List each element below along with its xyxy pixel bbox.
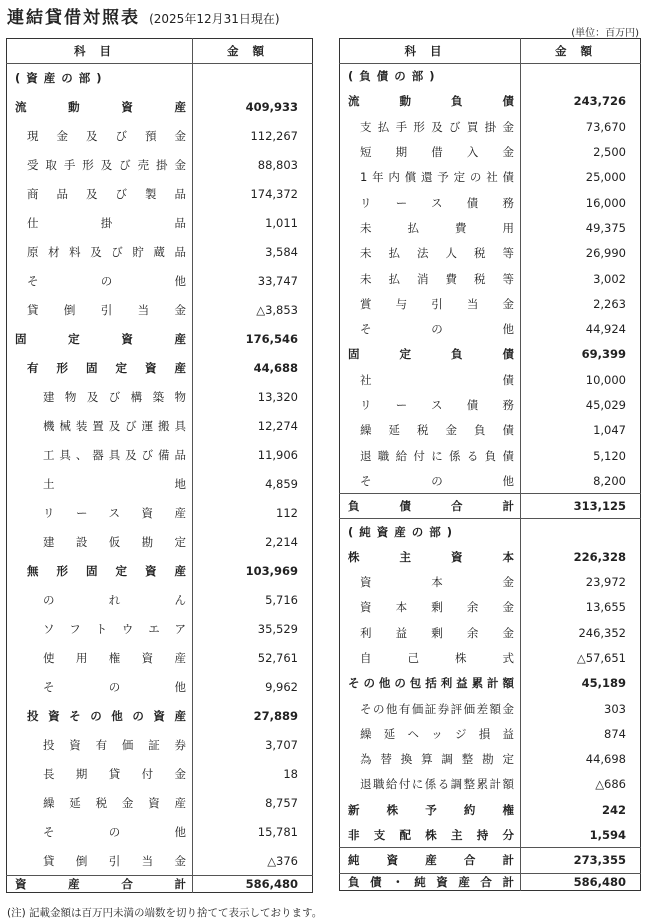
row-amount: △3,853 [193, 296, 313, 325]
footnote: (注) 記載金額は百万円未満の端数を切り捨てて表示しております。 [7, 907, 323, 919]
row-label: 株主資本 [348, 549, 514, 564]
table-row [340, 418, 641, 443]
row-amount: 3,002 [521, 266, 641, 291]
row-label: その他 [43, 680, 186, 694]
row-label: 投資有価証券 [43, 738, 186, 752]
table-row [340, 316, 641, 341]
row-amount: 15,781 [193, 818, 313, 847]
row-label: 非支配株主持分 [348, 827, 514, 842]
table-row [7, 296, 313, 325]
row-label: その他有価証券評価差額金 [360, 701, 514, 716]
table-row [7, 818, 313, 847]
table-row [340, 595, 641, 620]
liabilities-equity-total-row [340, 873, 641, 890]
table-row [340, 848, 641, 873]
table-row [7, 586, 313, 615]
row-amount: △57,651 [521, 645, 641, 670]
table-row [340, 89, 641, 114]
row-label: 未払法人税等 [360, 246, 514, 261]
table-row [7, 644, 313, 673]
row-label: リース債務 [360, 195, 514, 210]
table-row [7, 383, 313, 412]
row-label: 使用権資産 [43, 651, 186, 665]
table-row [7, 180, 313, 209]
row-amount: 13,655 [521, 595, 641, 620]
row-amount: 243,726 [521, 89, 641, 114]
row-label: 繰延税金資産 [43, 796, 186, 810]
row-label: 賞与引当金 [360, 296, 514, 311]
row-amount: △686 [521, 772, 641, 797]
row-amount: 242 [521, 797, 641, 822]
liabilities-body [340, 64, 641, 874]
row-amount [521, 519, 641, 544]
row-label: 社債 [360, 372, 514, 387]
table-row [7, 441, 313, 470]
row-amount: 44,698 [521, 747, 641, 772]
row-label: のれん [43, 593, 186, 607]
row-label: 支払手形及び買掛金 [360, 119, 514, 134]
row-label: 商品及び製品 [27, 187, 186, 201]
table-row [7, 499, 313, 528]
row-label: 建設仮勘定 [43, 535, 186, 549]
row-amount: 112,267 [193, 122, 313, 151]
row-label: 仕掛品 [27, 216, 186, 230]
total-label: 負債・純資産合計 [340, 873, 521, 890]
row-label: (負債の部) [348, 69, 441, 84]
assets-total-row [7, 876, 313, 893]
row-amount: 11,906 [193, 441, 313, 470]
table-row [7, 238, 313, 267]
table-row [7, 267, 313, 296]
assets-body [7, 64, 313, 876]
row-amount: 49,375 [521, 215, 641, 240]
row-label: その他の包括利益累計額 [348, 676, 514, 691]
table-row [340, 468, 641, 493]
row-amount: 52,761 [193, 644, 313, 673]
row-label: 有形固定資産 [27, 361, 186, 375]
row-amount: 16,000 [521, 190, 641, 215]
total-amount: 586,480 [521, 873, 641, 890]
table-row [7, 673, 313, 702]
row-amount: 246,352 [521, 620, 641, 645]
row-label: 投資その他の資産 [27, 709, 186, 723]
table-row [340, 544, 641, 569]
row-amount: 9,962 [193, 673, 313, 702]
table-row [7, 731, 313, 760]
row-amount: 3,707 [193, 731, 313, 760]
row-amount: 112 [193, 499, 313, 528]
row-label: 資本剰余金 [360, 600, 514, 615]
row-amount: 1,047 [521, 418, 641, 443]
row-label: その他 [360, 473, 514, 488]
title-block [7, 3, 280, 28]
table-row [340, 367, 641, 392]
row-amount [521, 64, 641, 89]
row-amount: 88,803 [193, 151, 313, 180]
row-amount: 3,584 [193, 238, 313, 267]
row-label: 未払消費税等 [360, 271, 514, 286]
row-label: 未払費用 [360, 220, 514, 235]
row-label: (資産の部) [15, 71, 108, 86]
row-amount: 25,000 [521, 165, 641, 190]
table-row [340, 620, 641, 645]
row-label: 原材料及び貯蔵品 [27, 245, 186, 259]
row-label: その他 [43, 825, 186, 839]
row-amount: 409,933 [193, 93, 313, 122]
row-label: 工具、器具及び備品 [43, 448, 186, 462]
table-row [7, 64, 313, 93]
table-row [340, 114, 641, 139]
row-label: リース資産 [43, 506, 186, 520]
table-row [340, 721, 641, 746]
row-amount: 12,274 [193, 412, 313, 441]
item-header: 科目 [340, 39, 521, 64]
row-label: 流動資産 [15, 100, 186, 114]
table-row [340, 266, 641, 291]
row-label: 貸倒引当金 [27, 303, 186, 317]
row-label: 資本金 [360, 575, 514, 590]
table-row [7, 615, 313, 644]
row-label: 建物及び構築物 [43, 390, 186, 404]
row-amount: 2,500 [521, 139, 641, 164]
row-label: 負債合計 [340, 494, 521, 519]
row-amount: 33,747 [193, 267, 313, 296]
table-row [340, 645, 641, 670]
table-row [340, 64, 641, 89]
unit-label: (単位：百万円) [571, 28, 639, 39]
row-amount: 18 [193, 760, 313, 789]
document-title: 連結貸借対照表 [7, 8, 140, 28]
table-row [7, 470, 313, 499]
row-label: 流動負債 [348, 94, 514, 109]
table-row [7, 122, 313, 151]
table-row [340, 494, 641, 519]
table-row [7, 325, 313, 354]
table-row [7, 557, 313, 586]
row-amount: 1,594 [521, 822, 641, 847]
row-amount: 4,859 [193, 470, 313, 499]
row-amount: 8,200 [521, 468, 641, 493]
row-amount: 2,263 [521, 291, 641, 316]
row-label: 受取手形及び売掛金 [27, 158, 186, 172]
table-row [7, 528, 313, 557]
row-label: 利益剰余金 [360, 625, 514, 640]
amount-header: 金額 [193, 39, 313, 64]
row-amount: 874 [521, 721, 641, 746]
row-label: 自己株式 [360, 650, 514, 665]
row-label: 退職給付に係る調整累計額 [360, 777, 514, 792]
item-header: 科目 [7, 39, 193, 64]
table-row [7, 412, 313, 441]
row-amount: 44,688 [193, 354, 313, 383]
table-row [340, 165, 641, 190]
row-amount: 273,355 [521, 848, 641, 873]
row-amount: 10,000 [521, 367, 641, 392]
row-label: その他 [27, 274, 186, 288]
row-amount: 69,399 [521, 342, 641, 367]
table-row [7, 209, 313, 238]
table-row [340, 139, 641, 164]
table-row [7, 93, 313, 122]
row-amount: 303 [521, 696, 641, 721]
row-amount: 176,546 [193, 325, 313, 354]
row-amount: 1,011 [193, 209, 313, 238]
row-label: (純資産の部) [340, 519, 521, 544]
table-row [7, 354, 313, 383]
row-amount: △376 [193, 847, 313, 876]
row-label: 繰延ヘッジ損益 [360, 726, 514, 741]
table-row [340, 241, 641, 266]
table-row [7, 847, 313, 876]
row-label: 長期貸付金 [43, 767, 186, 781]
row-amount: 35,529 [193, 615, 313, 644]
row-label: 繰延税金負債 [360, 423, 514, 438]
row-label: その他 [360, 322, 514, 337]
liabilities-equity-table [339, 38, 641, 891]
table-row [340, 696, 641, 721]
row-amount: 73,670 [521, 114, 641, 139]
row-label: 固定負債 [348, 347, 514, 362]
row-label: 機械装置及び運搬具 [43, 419, 186, 433]
table-header-row [7, 39, 313, 64]
row-label: 1年内償還予定の社債 [360, 170, 514, 185]
row-amount: 103,969 [193, 557, 313, 586]
table-row [340, 772, 641, 797]
table-header-row [340, 39, 641, 64]
table-row [7, 702, 313, 731]
row-label: 土地 [43, 477, 186, 491]
table-row [340, 392, 641, 417]
amount-header: 金額 [521, 39, 641, 64]
table-row [340, 342, 641, 367]
row-amount: 313,125 [521, 494, 641, 519]
row-label: 無形固定資産 [27, 564, 186, 578]
row-amount: 44,924 [521, 316, 641, 341]
as-of-date: (2025年12月31日現在) [149, 12, 280, 26]
row-label: 純資産合計 [340, 848, 521, 873]
table-row [340, 443, 641, 468]
row-amount: 2,214 [193, 528, 313, 557]
row-label: 貸倒引当金 [43, 853, 186, 868]
row-amount: 8,757 [193, 789, 313, 818]
row-label: 為替換算調整勘定 [360, 752, 514, 767]
assets-table [6, 38, 313, 893]
table-row [340, 671, 641, 696]
table-row [340, 215, 641, 240]
row-label: 短期借入金 [360, 145, 514, 160]
row-amount: 5,120 [521, 443, 641, 468]
row-label: リース債務 [360, 398, 514, 412]
table-row [340, 190, 641, 215]
row-label: 新株予約権 [348, 802, 514, 817]
row-amount [193, 64, 313, 93]
row-amount: 23,972 [521, 569, 641, 594]
row-amount: 174,372 [193, 180, 313, 209]
table-row [340, 569, 641, 594]
row-label: 固定資産 [15, 332, 186, 346]
table-row [340, 291, 641, 316]
table-row [7, 789, 313, 818]
row-label: 退職給付に係る負債 [360, 448, 514, 463]
row-amount: 5,716 [193, 586, 313, 615]
row-amount: 13,320 [193, 383, 313, 412]
row-amount: 27,889 [193, 702, 313, 731]
row-label: ソフトウエア [43, 622, 186, 636]
table-row [340, 822, 641, 847]
total-amount: 586,480 [193, 876, 313, 893]
table-row [7, 151, 313, 180]
total-label: 資産合計 [7, 876, 193, 893]
table-row [340, 797, 641, 822]
row-amount: 45,029 [521, 392, 641, 417]
row-amount: 45,189 [521, 671, 641, 696]
row-amount: 26,990 [521, 241, 641, 266]
row-label: 現金及び預金 [27, 129, 186, 143]
table-row [340, 747, 641, 772]
row-amount: 226,328 [521, 544, 641, 569]
table-row [7, 760, 313, 789]
table-row [340, 519, 641, 544]
